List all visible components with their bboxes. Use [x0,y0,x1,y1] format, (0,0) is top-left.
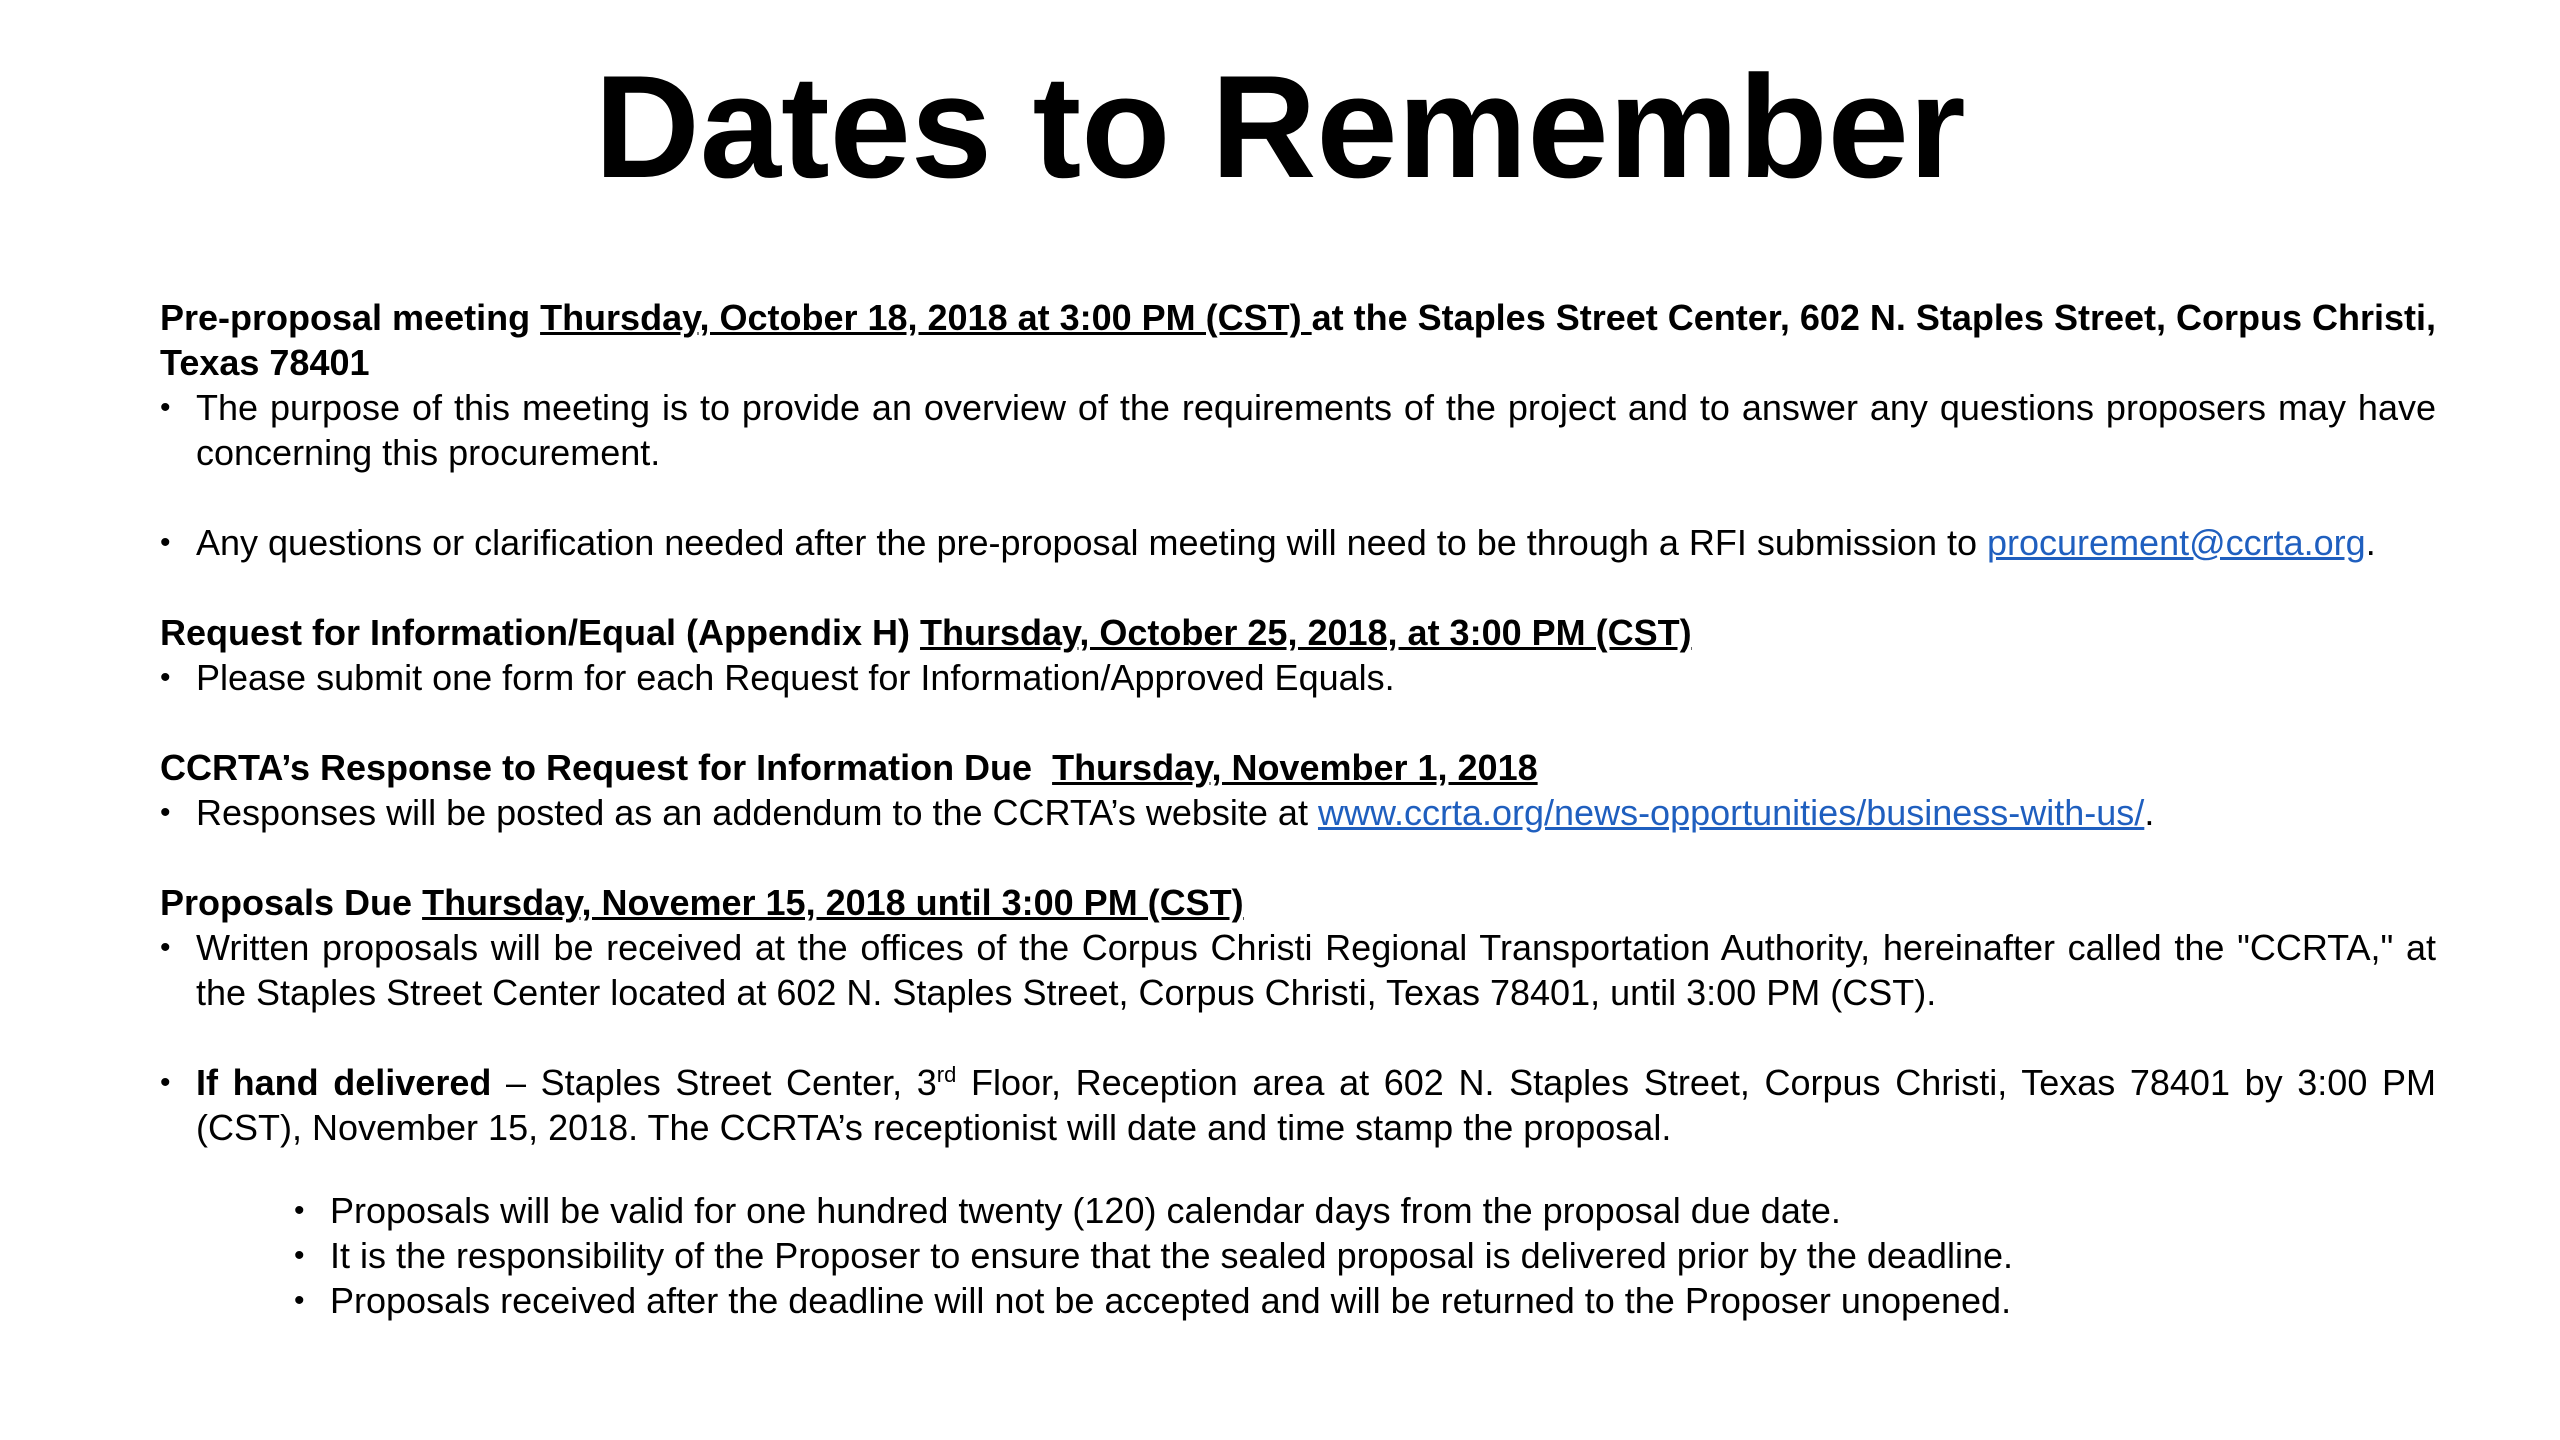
response-text: Responses will be posted as an addendum to the CCRTA’s website at [196,792,1318,833]
response-bullets [160,790,2436,835]
spacer [160,1015,2436,1060]
proposal-rules-list [160,1188,2436,1323]
list-item [160,520,2436,565]
spacer [160,1150,2436,1188]
list-item: • It is the responsibility of the Proposer to ensure that the sealed proposal is delivered prior by the deadline. [294,1233,2436,1278]
period: . [2365,522,2376,563]
list-item [160,790,2436,835]
procurement-email-link[interactable]: procurement@ccrta.org [1987,522,2366,563]
spacer [160,835,2436,880]
list-item: • Written proposals will be received at the offices of the Corpus Christi Regional Transportation Authority, hereinafter called the "CCRTA," at the Staples Street Center located at 602 N. Staples Street, Corpus Christi, Texas 78401, until 3:00 PM (CST). [160,925,2436,1015]
list-item: • Proposals received after the deadline will not be accepted and will be returned to the Proposer unopened. [294,1278,2436,1323]
hand-delivery-bullets [160,1060,2436,1150]
list-item [160,1060,2436,1150]
spacer [160,700,2436,745]
preproposal-date: Thursday, October 18, 2018 at 3:00 PM (CST) [540,297,1312,338]
rfi-heading [160,610,2436,655]
preproposal-bullets [160,385,2436,475]
preproposal-location: at the Staples Street Center, 602 N. Staples Street, Corpus Christi, Texas 78401 [160,297,2437,383]
list-item: • The purpose of this meeting is to provide an overview of the requirements of the project and to answer any questions proposers may have concerning this procurement. [160,385,2436,475]
dates-content [160,295,2436,1323]
page-title: Dates to Remember [594,45,1966,208]
rfi-date: Thursday, October 25, 2018, at 3:00 PM (CST) [920,612,1692,653]
spacer [160,475,2436,520]
preproposal-label: Pre-proposal meeting [160,297,541,338]
hand-delivered-label: If hand delivered [196,1062,492,1103]
proposals-heading [160,880,2436,925]
rfi-instruction-text: Any questions or clarification needed after the pre-proposal meeting will need to be through a RFI submission to [196,522,1987,563]
list-item: • Please submit one form for each Request for Information/Approved Equals. [160,655,2436,700]
preproposal-bullets-2 [160,520,2436,565]
response-date: Thursday, November 1, 2018 [1052,747,1538,788]
proposals-label: Proposals Due [160,882,423,923]
spacer [160,565,2436,610]
response-label: CCRTA’s Response to Request for Information Due [160,747,1053,788]
website-link[interactable]: www.ccrta.org/news-opportunities/business-with-us/ [1317,792,2145,833]
proposals-bullets [160,925,2436,1015]
period: . [2144,792,2155,833]
response-heading [160,745,2436,790]
ordinal-suffix: rd [936,1062,957,1087]
rfi-bullets [160,655,2436,700]
rfi-label: Request for Information/Equal (Appendix H) [160,612,921,653]
hand-delivered-text-a: – Staples Street Center, 3 [491,1062,937,1103]
hand-delivered-text-b: Floor, Reception area at 602 N. Staples Street, Corpus Christi, Texas 78401 by 3:00 PM (CST), November 15, 2018. The CCRTA’s receptionist will date and time stamp the proposal. [196,1062,2436,1148]
list-item: • Proposals will be valid for one hundred twenty (120) calendar days from the proposal due date. [294,1188,2436,1233]
preproposal-heading [160,295,2436,385]
proposals-date: Thursday, Novemer 15, 2018 until 3:00 PM (CST) [422,882,1244,923]
